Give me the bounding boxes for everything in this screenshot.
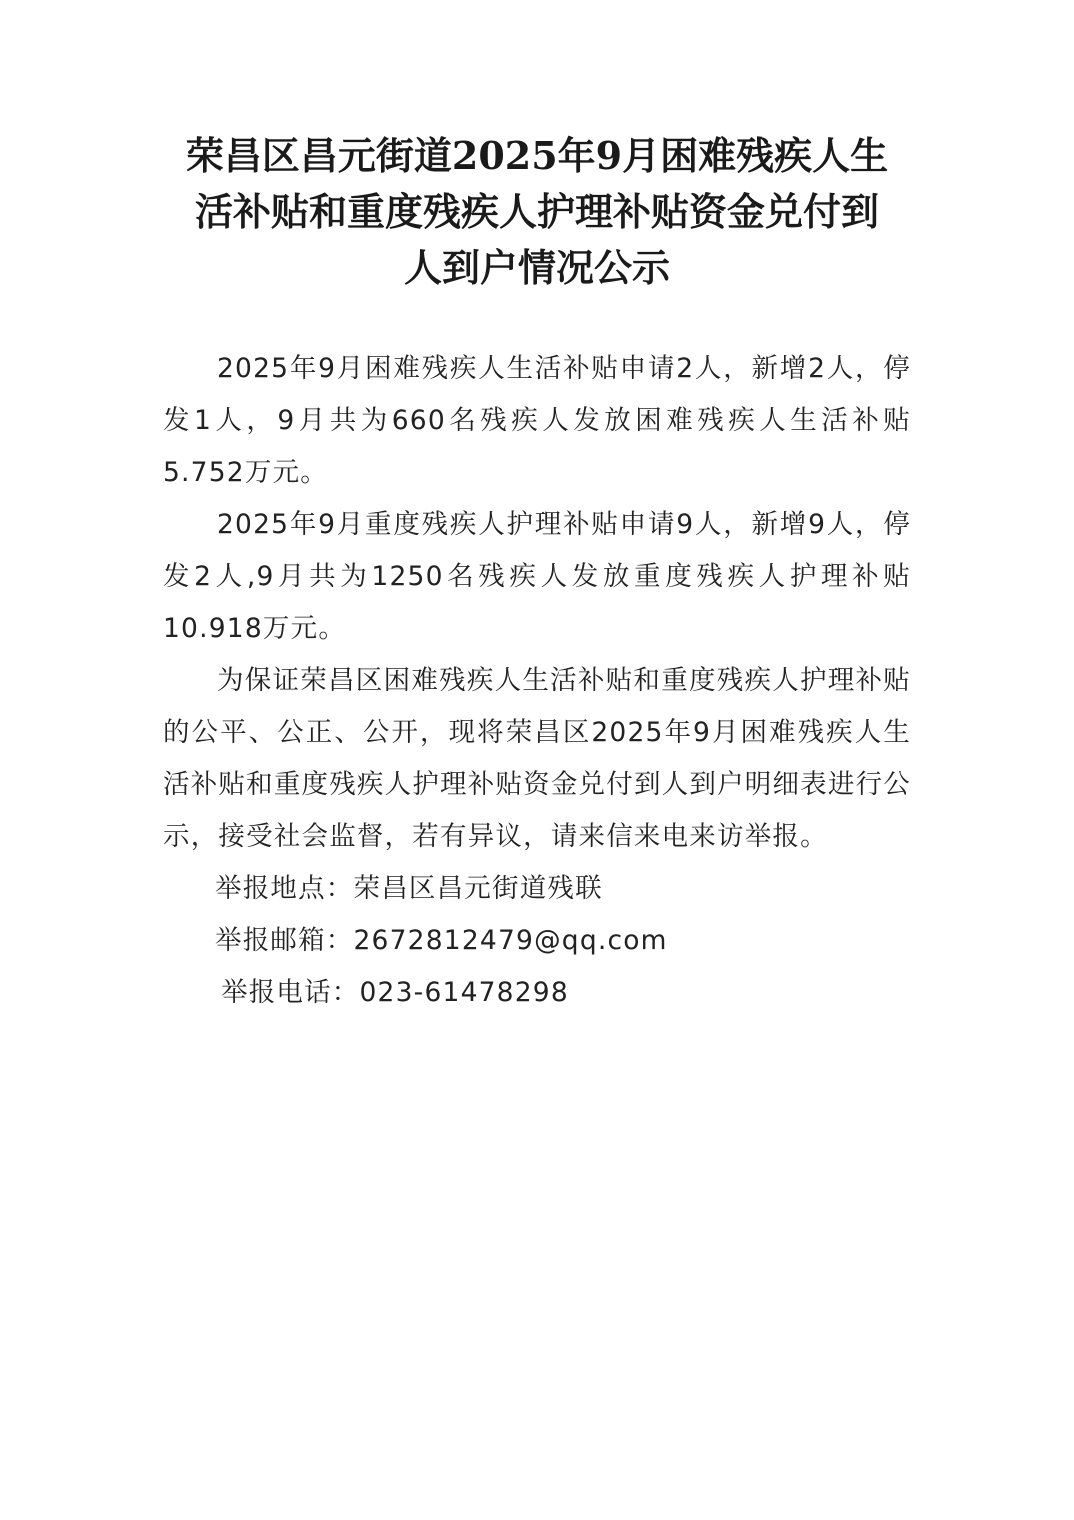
report-email: 举报邮箱：2672812479@qq.com [215, 925, 668, 956]
paragraph-publicity-notice: 为保证荣昌区困难残疾人生活补贴和重度残疾人护理补贴的公平、公正、公开，现将荣昌区2025年9月困难残疾人生活补贴和重度残疾人护理补贴资金兑付到人到户明细表进行公示，接受社会监督，若有异议，请来信来电来访举报。 [163, 665, 911, 852]
title-line-2: 活补贴和重度残疾人护理补贴资金兑付到 [194, 189, 879, 234]
paragraph-nursing-subsidy: 2025年9月重度残疾人护理补贴申请9人，新增9人，停发2人,9月共为1250名残疾人发放重度残疾人护理补贴10.918万元。 [163, 509, 911, 644]
title-line-1: 荣昌区昌元街道2025年9月困难残疾人生 [185, 133, 889, 178]
report-phone: 举报电话：023-61478298 [221, 977, 569, 1008]
paragraph-living-subsidy: 2025年9月困难残疾人生活补贴申请2人，新增2人，停发1人，9月共为660名残疾人发放困难残疾人生活补贴5.752万元。 [163, 353, 911, 488]
document-body [163, 343, 911, 1019]
report-location: 举报地点：荣昌区昌元街道残联 [215, 873, 603, 904]
document-title [150, 128, 924, 296]
title-line-3: 人到户情况公示 [403, 245, 670, 290]
